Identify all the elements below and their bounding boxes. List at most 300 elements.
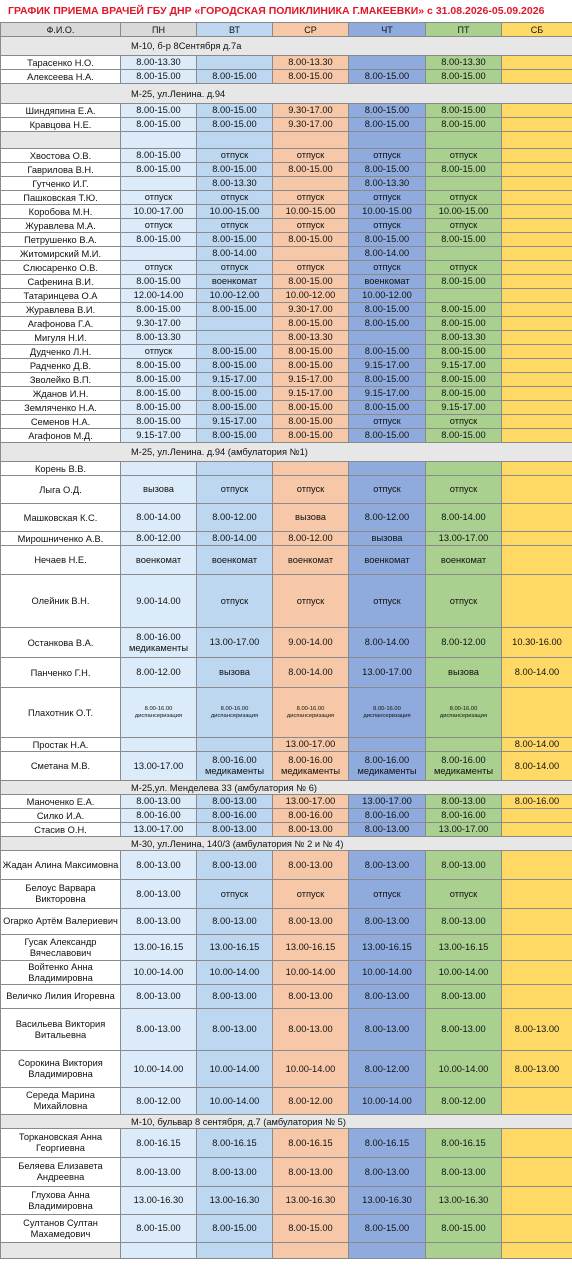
doctor-row xyxy=(1,429,572,443)
header-tue: ВТ xyxy=(197,23,273,37)
schedule-cell-fri: 8.00-15.00 xyxy=(426,345,502,359)
doctor-name: Сафенина В.И. xyxy=(1,275,121,289)
schedule-cell-wed: 9.30-17.00 xyxy=(273,303,349,317)
schedule-cell-fri: 8.00-15.00 xyxy=(426,387,502,401)
schedule-cell-sat xyxy=(502,359,572,373)
doctor-row xyxy=(1,532,572,546)
schedule-cell-mon: 8.00-13.00 xyxy=(121,985,197,1009)
doctor-row xyxy=(1,795,572,809)
doctor-row xyxy=(1,331,572,345)
section-row xyxy=(1,37,572,56)
schedule-cell-sat xyxy=(502,104,572,118)
schedule-cell-wed: 8.00-15.00 xyxy=(273,163,349,177)
doctor-name: Кравцова Н.Е. xyxy=(1,118,121,132)
schedule-cell-thu: 8.00-13.00 xyxy=(349,1158,426,1187)
schedule-cell-sat xyxy=(502,688,572,738)
schedule-cell-tue: 8.00-14.00 xyxy=(197,247,273,261)
schedule-cell-fri: 10.00-14.00 xyxy=(426,1051,502,1088)
section-row xyxy=(1,443,572,462)
schedule-cell-mon: 8.00-12.00 xyxy=(121,1088,197,1115)
schedule-cell-wed: 9.15-17.00 xyxy=(273,387,349,401)
schedule-cell-fri: отпуск xyxy=(426,415,502,429)
cell-mon xyxy=(121,1243,197,1259)
doctor-name: Васильева Виктория Витальевна xyxy=(1,1009,121,1051)
schedule-cell-tue: 8.00-13.00 xyxy=(197,823,273,837)
schedule-cell-mon xyxy=(121,738,197,752)
doctor-row xyxy=(1,1158,572,1187)
schedule-cell-sat xyxy=(502,1158,572,1187)
schedule-cell-fri: 9.15-17.00 xyxy=(426,359,502,373)
schedule-cell-thu: 8.00-12.00 xyxy=(349,1051,426,1088)
schedule-cell-thu: 8.00-15.00 xyxy=(349,303,426,317)
schedule-cell-tue: 8.00-15.00 xyxy=(197,118,273,132)
schedule-cell-fri: 8.00-15.00 xyxy=(426,303,502,317)
doctor-name: Плахотник О.Т. xyxy=(1,688,121,738)
schedule-cell-sat xyxy=(502,331,572,345)
schedule-cell-wed: 8.00-13.30 xyxy=(273,56,349,70)
schedule-cell-sat: 8.00-13.00 xyxy=(502,1051,572,1088)
doctor-row xyxy=(1,247,572,261)
schedule-cell-wed: 9.15-17.00 xyxy=(273,373,349,387)
section-title: М-30, ул.Ленина, 140/3 (амбулатория № 2 и № 4) xyxy=(1,837,572,851)
schedule-cell-fri xyxy=(426,289,502,303)
doctor-row xyxy=(1,275,572,289)
doctor-name: Радченко Д.В. xyxy=(1,359,121,373)
doctor-row xyxy=(1,1009,572,1051)
schedule-cell-thu: отпуск xyxy=(349,575,426,628)
schedule-cell-thu: 8.00-15.00 xyxy=(349,70,426,84)
doctor-name-cell xyxy=(1,1243,121,1259)
doctor-row xyxy=(1,289,572,303)
header-row xyxy=(1,23,572,37)
schedule-cell-thu: 8.00-13.00 xyxy=(349,909,426,935)
schedule-cell-tue: 8.00-15.00 xyxy=(197,387,273,401)
schedule-cell-tue: отпуск xyxy=(197,191,273,205)
schedule-cell-mon: 13.00-16.30 xyxy=(121,1187,197,1215)
schedule-cell-sat xyxy=(502,303,572,317)
schedule-cell-wed: 8.00-14.00 xyxy=(273,658,349,688)
schedule-cell-thu: 8.00-15.00 xyxy=(349,163,426,177)
doctor-name: Олейник В.Н. xyxy=(1,575,121,628)
schedule-cell-mon: 8.00-13.30 xyxy=(121,331,197,345)
schedule-cell-thu: отпуск xyxy=(349,261,426,275)
schedule-cell-mon: 8.00-15.00 xyxy=(121,275,197,289)
schedule-cell-wed: 13.00-16.15 xyxy=(273,935,349,961)
header-mon: ПН xyxy=(121,23,197,37)
doctor-name: Журавлева В.И. xyxy=(1,303,121,317)
schedule-cell-tue: 8.00-13.00 xyxy=(197,795,273,809)
doctor-name: Гутченко И.Г. xyxy=(1,177,121,191)
doctor-name: Глухова Анна Владимировна xyxy=(1,1187,121,1215)
schedule-cell-mon: 8.00-15.00 xyxy=(121,1215,197,1243)
doctor-row xyxy=(1,985,572,1009)
schedule-cell-wed: 10.00-14.00 xyxy=(273,1051,349,1088)
schedule-cell-sat xyxy=(502,985,572,1009)
schedule-cell-thu: 9.15-17.00 xyxy=(349,359,426,373)
schedule-cell-thu: 8.00-15.00 xyxy=(349,345,426,359)
doctor-row xyxy=(1,851,572,880)
schedule-cell-sat xyxy=(502,261,572,275)
schedule-cell-thu: 8.00-15.00 xyxy=(349,401,426,415)
schedule-cell-tue: военкомат xyxy=(197,275,273,289)
doctor-row xyxy=(1,205,572,219)
schedule-cell-sat: 10.30-16.00 xyxy=(502,628,572,658)
schedule-cell-wed: 8.00-15.00 xyxy=(273,359,349,373)
schedule-cell-thu: 9.15-17.00 xyxy=(349,387,426,401)
doctor-row xyxy=(1,546,572,575)
schedule-cell-wed: 8.00-16.00 диспансеризация xyxy=(273,688,349,738)
schedule-cell-fri: 8.00-15.00 xyxy=(426,118,502,132)
header-fri: ПТ xyxy=(426,23,502,37)
schedule-cell-tue: 8.00-15.00 xyxy=(197,359,273,373)
schedule-cell-wed: отпуск xyxy=(273,261,349,275)
schedule-cell-tue: 8.00-15.00 xyxy=(197,233,273,247)
schedule-cell-mon: 8.00-12.00 xyxy=(121,658,197,688)
schedule-cell-fri: отпуск xyxy=(426,575,502,628)
schedule-cell-wed: 8.00-15.00 xyxy=(273,275,349,289)
schedule-cell-thu: отпуск xyxy=(349,415,426,429)
doctor-row xyxy=(1,823,572,837)
schedule-cell-tue: 10.00-14.00 xyxy=(197,961,273,985)
doctor-row xyxy=(1,1215,572,1243)
schedule-cell-mon xyxy=(121,247,197,261)
schedule-cell-mon: 8.00-15.00 xyxy=(121,233,197,247)
schedule-cell-thu: 8.00-13.00 xyxy=(349,1009,426,1051)
schedule-cell-fri: 8.00-15.00 xyxy=(426,317,502,331)
schedule-cell-tue: 8.00-13.00 xyxy=(197,985,273,1009)
section-title: М-10, б-р 8Сентября д.7а xyxy=(1,37,572,56)
schedule-cell-wed: 8.00-13.00 xyxy=(273,1009,349,1051)
schedule-cell-sat xyxy=(502,462,572,476)
schedule-cell-thu xyxy=(349,331,426,345)
schedule-cell-fri: 8.00-15.00 xyxy=(426,233,502,247)
schedule-cell-mon: 10.00-17.00 xyxy=(121,205,197,219)
doctor-row xyxy=(1,373,572,387)
doctor-name: Торкановская Анна Георгиевна xyxy=(1,1129,121,1158)
schedule-cell-wed: 13.00-17.00 xyxy=(273,738,349,752)
schedule-cell-fri: 8.00-15.00 xyxy=(426,1215,502,1243)
schedule-cell-mon: 8.00-12.00 xyxy=(121,532,197,546)
schedule-cell-mon: 8.00-15.00 xyxy=(121,70,197,84)
schedule-table xyxy=(0,22,572,1259)
schedule-cell-sat xyxy=(502,961,572,985)
schedule-cell-tue: 8.00-15.00 xyxy=(197,1215,273,1243)
section-row xyxy=(1,781,572,795)
doctor-name: Зволейко В.П. xyxy=(1,373,121,387)
doctor-row xyxy=(1,317,572,331)
schedule-cell-wed: 8.00-15.00 xyxy=(273,345,349,359)
schedule-cell-thu: 8.00-15.00 xyxy=(349,1215,426,1243)
schedule-cell-sat: 8.00-14.00 xyxy=(502,658,572,688)
schedule-cell-wed: 10.00-15.00 xyxy=(273,205,349,219)
schedule-cell-mon: 8.00-15.00 xyxy=(121,387,197,401)
schedule-cell-wed: 8.00-13.00 xyxy=(273,909,349,935)
schedule-cell-wed: 8.00-15.00 xyxy=(273,429,349,443)
doctor-row xyxy=(1,149,572,163)
doctor-name: Татаринцева О.А xyxy=(1,289,121,303)
doctor-name: Лыга О.Д. xyxy=(1,476,121,504)
doctor-row xyxy=(1,118,572,132)
schedule-cell-thu: 8.00-15.00 xyxy=(349,118,426,132)
schedule-body xyxy=(1,37,572,1259)
schedule-cell-thu: 10.00-15.00 xyxy=(349,205,426,219)
schedule-cell-wed: 8.00-13.00 xyxy=(273,851,349,880)
schedule-cell-sat xyxy=(502,415,572,429)
schedule-cell-mon: 9.00-14.00 xyxy=(121,575,197,628)
schedule-cell-wed: 8.00-12.00 xyxy=(273,532,349,546)
schedule-cell-mon: 8.00-15.00 xyxy=(121,149,197,163)
schedule-cell-fri xyxy=(426,247,502,261)
doctor-name: Середа Марина Михайловна xyxy=(1,1088,121,1115)
section-title: М-25, ул.Ленина. д.94 (амбулатория №1) xyxy=(1,443,572,462)
blank-row xyxy=(1,132,572,149)
schedule-cell-mon: 13.00-16.15 xyxy=(121,935,197,961)
doctor-row xyxy=(1,163,572,177)
schedule-cell-mon: отпуск xyxy=(121,345,197,359)
doctor-name-cell xyxy=(1,132,121,149)
schedule-cell-wed: 8.00-13.00 xyxy=(273,823,349,837)
schedule-cell-wed: 13.00-16.30 xyxy=(273,1187,349,1215)
schedule-cell-sat: 8.00-13.00 xyxy=(502,1009,572,1051)
schedule-cell-mon: 12.00-14.00 xyxy=(121,289,197,303)
schedule-cell-fri: 13.00-17.00 xyxy=(426,532,502,546)
cell-mon xyxy=(121,132,197,149)
doctor-name: Сорокина Виктория Владимировна xyxy=(1,1051,121,1088)
doctor-row xyxy=(1,177,572,191)
schedule-title: ГРАФИК ПРИЕМА ВРАЧЕЙ ГБУ ДНР «ГОРОДСКАЯ ПОЛИКЛИНИКА Г.МАКЕЕВКИ» с 31.08.2026-05.09.2026 xyxy=(8,5,545,17)
schedule-cell-mon: 8.00-13.00 xyxy=(121,795,197,809)
schedule-cell-mon: 8.00-13.00 xyxy=(121,1009,197,1051)
schedule-cell-sat: 8.00-16.00 xyxy=(502,795,572,809)
cell-tue xyxy=(197,1243,273,1259)
schedule-cell-mon: 8.00-13.00 xyxy=(121,909,197,935)
schedule-cell-sat xyxy=(502,191,572,205)
doctor-name: Гусак Александр Вячеславович xyxy=(1,935,121,961)
schedule-cell-wed: вызова xyxy=(273,504,349,532)
doctor-name: Беляева Елизавета Андреевна xyxy=(1,1158,121,1187)
doctor-row xyxy=(1,462,572,476)
schedule-cell-wed: 13.00-17.00 xyxy=(273,795,349,809)
doctor-row xyxy=(1,935,572,961)
schedule-cell-tue: 10.00-14.00 xyxy=(197,1088,273,1115)
schedule-cell-tue: 13.00-17.00 xyxy=(197,628,273,658)
schedule-cell-fri: 10.00-14.00 xyxy=(426,961,502,985)
schedule-cell-fri xyxy=(426,738,502,752)
schedule-cell-fri: 8.00-16.00 диспансеризация xyxy=(426,688,502,738)
section-title: М-10, бульвар 8 сентября, д.7 (амбулатория № 5) xyxy=(1,1115,572,1129)
section-row xyxy=(1,837,572,851)
schedule-cell-tue: 8.00-16.15 xyxy=(197,1129,273,1158)
schedule-cell-thu: 8.00-15.00 xyxy=(349,373,426,387)
schedule-cell-tue: 8.00-13.00 xyxy=(197,909,273,935)
schedule-cell-wed: отпуск xyxy=(273,219,349,233)
schedule-cell-tue: 9.15-17.00 xyxy=(197,373,273,387)
schedule-cell-thu: отпуск xyxy=(349,149,426,163)
schedule-cell-wed: 8.00-16.00 медикаменты xyxy=(273,752,349,781)
schedule-cell-mon: 9.30-17.00 xyxy=(121,317,197,331)
doctor-row xyxy=(1,504,572,532)
schedule-cell-tue: 8.00-16.00 диспансеризация xyxy=(197,688,273,738)
schedule-cell-wed: 8.00-12.00 xyxy=(273,1088,349,1115)
schedule-cell-mon: 8.00-15.00 xyxy=(121,118,197,132)
schedule-cell-fri: 8.00-13.00 xyxy=(426,1009,502,1051)
schedule-cell-sat xyxy=(502,149,572,163)
doctor-row xyxy=(1,56,572,70)
schedule-cell-mon: 8.00-15.00 xyxy=(121,373,197,387)
doctor-name: Нечаев Н.Е. xyxy=(1,546,121,575)
doctor-name: Коробова М.Н. xyxy=(1,205,121,219)
schedule-cell-sat: 8.00-14.00 xyxy=(502,738,572,752)
schedule-cell-fri: 13.00-16.15 xyxy=(426,935,502,961)
schedule-cell-tue: отпуск xyxy=(197,149,273,163)
schedule-cell-fri: отпуск xyxy=(426,880,502,909)
schedule-cell-thu: 8.00-16.00 диспансеризация xyxy=(349,688,426,738)
doctor-row xyxy=(1,961,572,985)
schedule-cell-wed: 8.00-15.00 xyxy=(273,70,349,84)
schedule-cell-sat xyxy=(502,851,572,880)
schedule-cell-thu: отпуск xyxy=(349,476,426,504)
schedule-cell-fri: 8.00-14.00 xyxy=(426,504,502,532)
doctor-name: Шиндяпина Е.А. xyxy=(1,104,121,118)
schedule-cell-mon: 9.15-17.00 xyxy=(121,429,197,443)
schedule-cell-thu: 13.00-16.15 xyxy=(349,935,426,961)
schedule-cell-wed: военкомат xyxy=(273,546,349,575)
schedule-cell-mon: 13.00-17.00 xyxy=(121,823,197,837)
doctor-row xyxy=(1,401,572,415)
schedule-cell-sat xyxy=(502,163,572,177)
schedule-cell-wed: 8.00-16.00 xyxy=(273,809,349,823)
schedule-cell-tue: 8.00-15.00 xyxy=(197,104,273,118)
blank-row xyxy=(1,1243,572,1259)
doctor-name: Панченко Г.Н. xyxy=(1,658,121,688)
schedule-cell-sat xyxy=(502,532,572,546)
schedule-cell-thu: 8.00-13.00 xyxy=(349,823,426,837)
schedule-cell-fri: 8.00-13.30 xyxy=(426,56,502,70)
schedule-cell-wed: 10.00-12.00 xyxy=(273,289,349,303)
cell-wed xyxy=(273,132,349,149)
schedule-cell-sat xyxy=(502,70,572,84)
doctor-name: Мигуля Н.И. xyxy=(1,331,121,345)
schedule-cell-thu: 8.00-15.00 xyxy=(349,233,426,247)
doctor-row xyxy=(1,303,572,317)
schedule-cell-thu: 8.00-14.00 xyxy=(349,247,426,261)
schedule-cell-fri: 8.00-13.00 xyxy=(426,985,502,1009)
schedule-cell-sat xyxy=(502,275,572,289)
schedule-cell-mon: 8.00-14.00 xyxy=(121,504,197,532)
schedule-cell-tue: 8.00-13.30 xyxy=(197,177,273,191)
schedule-cell-mon: отпуск xyxy=(121,261,197,275)
doctor-row xyxy=(1,261,572,275)
doctor-row xyxy=(1,1051,572,1088)
schedule-cell-mon: отпуск xyxy=(121,219,197,233)
schedule-cell-sat xyxy=(502,233,572,247)
schedule-cell-mon: 8.00-13.00 xyxy=(121,1158,197,1187)
doctor-row xyxy=(1,70,572,84)
schedule-cell-mon: 8.00-15.00 xyxy=(121,359,197,373)
schedule-cell-fri: отпуск xyxy=(426,476,502,504)
doctor-row xyxy=(1,476,572,504)
schedule-cell-fri: 10.00-15.00 xyxy=(426,205,502,219)
schedule-cell-mon: 8.00-15.00 xyxy=(121,415,197,429)
schedule-cell-wed: 8.00-16.15 xyxy=(273,1129,349,1158)
schedule-cell-tue: 10.00-12.00 xyxy=(197,289,273,303)
schedule-cell-thu: 10.00-14.00 xyxy=(349,1088,426,1115)
schedule-cell-tue: военкомат xyxy=(197,546,273,575)
schedule-cell-mon: военкомат xyxy=(121,546,197,575)
schedule-cell-fri: 8.00-16.15 xyxy=(426,1129,502,1158)
schedule-cell-sat xyxy=(502,118,572,132)
schedule-cell-sat xyxy=(502,429,572,443)
schedule-cell-fri: 8.00-15.00 xyxy=(426,429,502,443)
schedule-cell-tue xyxy=(197,738,273,752)
schedule-cell-fri: 8.00-15.00 xyxy=(426,373,502,387)
schedule-cell-wed xyxy=(273,247,349,261)
schedule-cell-thu: отпуск xyxy=(349,880,426,909)
doctor-row xyxy=(1,809,572,823)
schedule-cell-fri: 8.00-13.30 xyxy=(426,331,502,345)
schedule-cell-sat xyxy=(502,401,572,415)
schedule-cell-tue: 13.00-16.30 xyxy=(197,1187,273,1215)
doctor-name: Огарко Артём Валериевич xyxy=(1,909,121,935)
schedule-cell-mon: 13.00-17.00 xyxy=(121,752,197,781)
cell-fri xyxy=(426,132,502,149)
schedule-cell-wed: 9.00-14.00 xyxy=(273,628,349,658)
schedule-cell-fri: 8.00-16.00 xyxy=(426,809,502,823)
schedule-cell-sat xyxy=(502,1129,572,1158)
schedule-cell-wed: 9.30-17.00 xyxy=(273,118,349,132)
doctor-name: Пашковская Т.Ю. xyxy=(1,191,121,205)
schedule-cell-thu xyxy=(349,56,426,70)
schedule-cell-thu: 10.00-14.00 xyxy=(349,961,426,985)
schedule-cell-sat xyxy=(502,56,572,70)
doctor-name: Земляченко Н.А. xyxy=(1,401,121,415)
schedule-cell-mon xyxy=(121,177,197,191)
schedule-cell-fri: 8.00-13.00 xyxy=(426,851,502,880)
schedule-cell-fri: военкомат xyxy=(426,546,502,575)
schedule-cell-thu: 8.00-15.00 xyxy=(349,317,426,331)
schedule-cell-mon: 8.00-13.00 xyxy=(121,851,197,880)
schedule-cell-sat xyxy=(502,1088,572,1115)
schedule-cell-thu: 8.00-15.00 xyxy=(349,104,426,118)
schedule-cell-fri: отпуск xyxy=(426,149,502,163)
doctor-name: Машковская К.С. xyxy=(1,504,121,532)
doctor-row xyxy=(1,738,572,752)
header-wed: СР xyxy=(273,23,349,37)
schedule-cell-thu: военкомат xyxy=(349,275,426,289)
schedule-cell-wed: 8.00-15.00 xyxy=(273,233,349,247)
schedule-cell-thu: отпуск xyxy=(349,191,426,205)
doctor-name: Гаврилова В.Н. xyxy=(1,163,121,177)
schedule-cell-tue: 8.00-15.00 xyxy=(197,401,273,415)
schedule-cell-sat xyxy=(502,1215,572,1243)
schedule-cell-sat xyxy=(502,177,572,191)
doctor-name: Тарасенко Н.О. xyxy=(1,56,121,70)
cell-sat xyxy=(502,132,572,149)
schedule-cell-sat xyxy=(502,345,572,359)
schedule-cell-tue: 8.00-12.00 xyxy=(197,504,273,532)
schedule-cell-wed: 8.00-13.00 xyxy=(273,1158,349,1187)
schedule-cell-wed: 8.00-15.00 xyxy=(273,1215,349,1243)
schedule-cell-wed: отпуск xyxy=(273,575,349,628)
schedule-cell-sat xyxy=(502,289,572,303)
schedule-cell-tue: 8.00-15.00 xyxy=(197,70,273,84)
schedule-cell-tue: 8.00-15.00 xyxy=(197,163,273,177)
schedule-cell-tue: 8.00-14.00 xyxy=(197,532,273,546)
schedule-cell-mon: 8.00-16.15 xyxy=(121,1129,197,1158)
schedule-cell-fri: 8.00-15.00 xyxy=(426,275,502,289)
schedule-cell-sat xyxy=(502,809,572,823)
doctor-row xyxy=(1,909,572,935)
